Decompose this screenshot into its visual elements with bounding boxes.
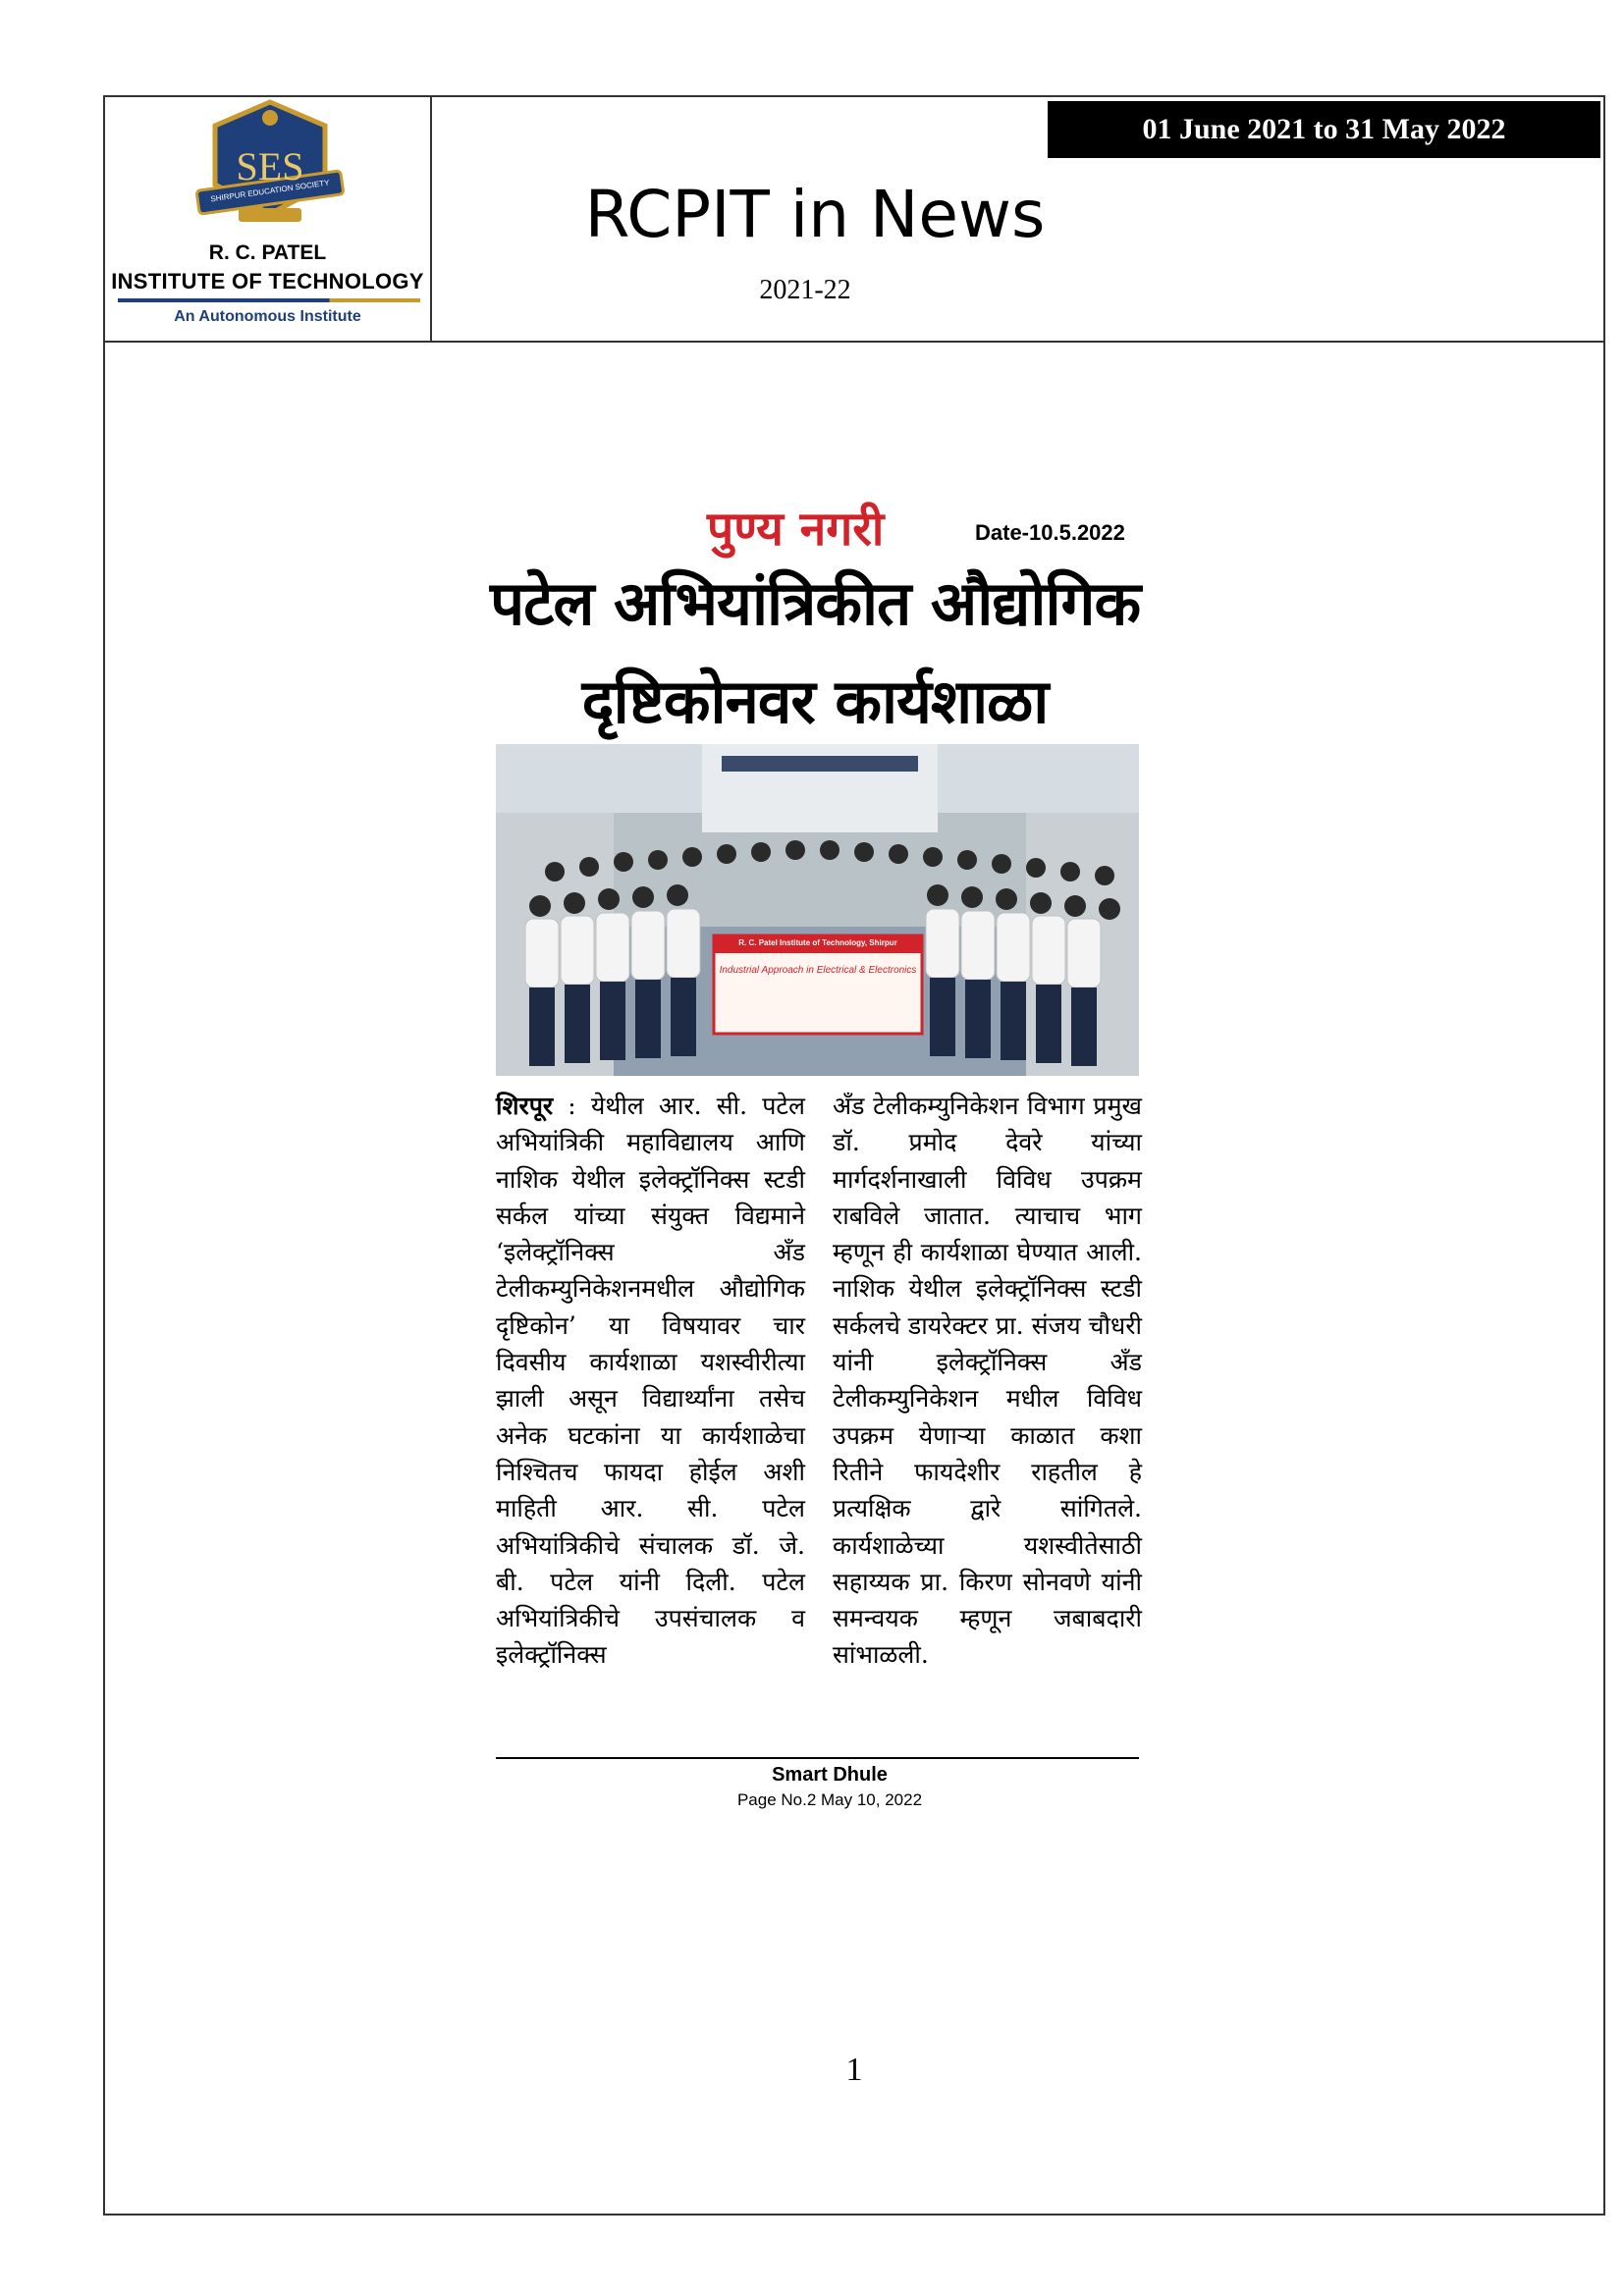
group-photo-illustration (496, 744, 1139, 1076)
article-column-left: शिरपूर : येथील आर. सी. पटेल अभियांत्रिकी महाविद्यालय आणि नाशिक येथील इलेक्ट्रॉनिक्स स्टडी सर्कल यांच्या संयुक्त विद्यमाने ‘इलेक्ट्रॉनिक्स अँड टेलीकम्युनिकेशनमधील औद्योगिक दृष्टिकोन’ या विषयावर चार दिवसीय कार्यशाळा यशस्वीरीत्या झाली असून विद्यार्थ्यांना तसेच अनेक घटकांना या कार्यशाळेचा निश्चितच फायदा होईल अशी माहिती आर. सी. पटेल अभियांत्रिकीचे संचालक डॉ. जे. बी. पटेल यांनी दिली. पटेल अभियांत्रिकीचे उपसंचालक व इलेक्ट्रॉनिक्स (496, 1092, 805, 1670)
page-title: RCPIT in News (584, 177, 1046, 252)
article-text-right: अँड टेलीकम्युनिकेशन विभाग प्रमुख डॉ. प्रमोद देवरे यांच्या मार्गदर्शनाखाली विविध उपक्रम राबविले जातात. त्याचाच भाग म्हणून ही कार्यशाळा घेण्यात आली. नाशिक येथील इलेक्ट्रॉनिक्स स्टडी सर्कलचे डायरेक्टर प्रा. संजय चौधरी यांनी इलेक्ट्रॉनिक्स अँड टेलीकम्युनिकेशन मधील विविध उपक्रम येणाऱ्या काळात कशा रितीने फायदेशीर राहतील हे प्रत्यक्षिक द्वारे सांगितले. कार्यशाळेच्या यशस्वीतेसाठी सहाय्यक प्रा. किरण सोनवणे यांनी समन्वयक म्हणून जबाबदारी सांभाळली. (833, 1092, 1142, 1670)
source-name: Smart Dhule (772, 1764, 888, 1786)
institute-name-line2: INSTITUTE OF TECHNOLOGY (111, 269, 424, 294)
headline (481, 555, 1149, 751)
article-column-right (833, 1088, 1142, 1674)
article-dateline: शिरपूर (496, 1092, 554, 1120)
crest-text: SES (236, 144, 304, 188)
institute-tagline: An Autonomous Institute (174, 308, 361, 325)
banner-line2: Industrial Approach in Electrical & Electronics (719, 965, 917, 976)
page-year: 2021-22 (759, 275, 851, 305)
headline-line2: दृष्टिकोनवर कार्यशाळा (581, 666, 1049, 737)
institute-rule (118, 298, 420, 302)
source-page: Page No.2 May 10, 2022 (736, 1790, 923, 1809)
date-range-badge: 01 June 2021 to 31 May 2022 (1048, 101, 1600, 158)
source-rule (496, 1757, 1139, 1759)
article-text-left: येथील आर. सी. पटेल अभियांत्रिकी महाविद्यालय आणि नाशिक येथील इलेक्ट्रॉनिक्स स्टडी सर्कल यांच्या संयुक्त विद्यमाने ‘इलेक्ट्रॉनिक्स अँड टेलीकम्युनिकेशनमधील औद्योगिक दृष्टिकोन’ या विषयावर चार दिवसीय कार्यशाळा यशस्वीरीत्या झाली असून विद्यार्थ्यांना तसेच अनेक घटकांना या कार्यशाळेचा निश्चितच फायदा होईल अशी माहिती आर. सी. पटेल अभियांत्रिकीचे संचालक डॉ. जे. बी. पटेल यांनी दिली. पटेल अभियांत्रिकीचे उपसंचालक व इलेक्ट्रॉनिक्स (496, 1092, 805, 1670)
crest-ribbon-text: SHIRPUR EDUCATION SOCIETY (209, 178, 331, 204)
page-number: 1 (845, 2052, 863, 2088)
headline-line1: पटेल अभियांत्रिकीत औद्योगिक (489, 567, 1141, 639)
newspaper-logo: पुण्य नगरी (707, 502, 885, 557)
institute-name-line1: R. C. PATEL (208, 241, 327, 264)
group-photo (496, 744, 1139, 1076)
banner-line1: R. C. Patel Institute of Technology, Shirpur (738, 938, 897, 947)
clipping-date: Date-10.5.2022 (975, 520, 1125, 545)
